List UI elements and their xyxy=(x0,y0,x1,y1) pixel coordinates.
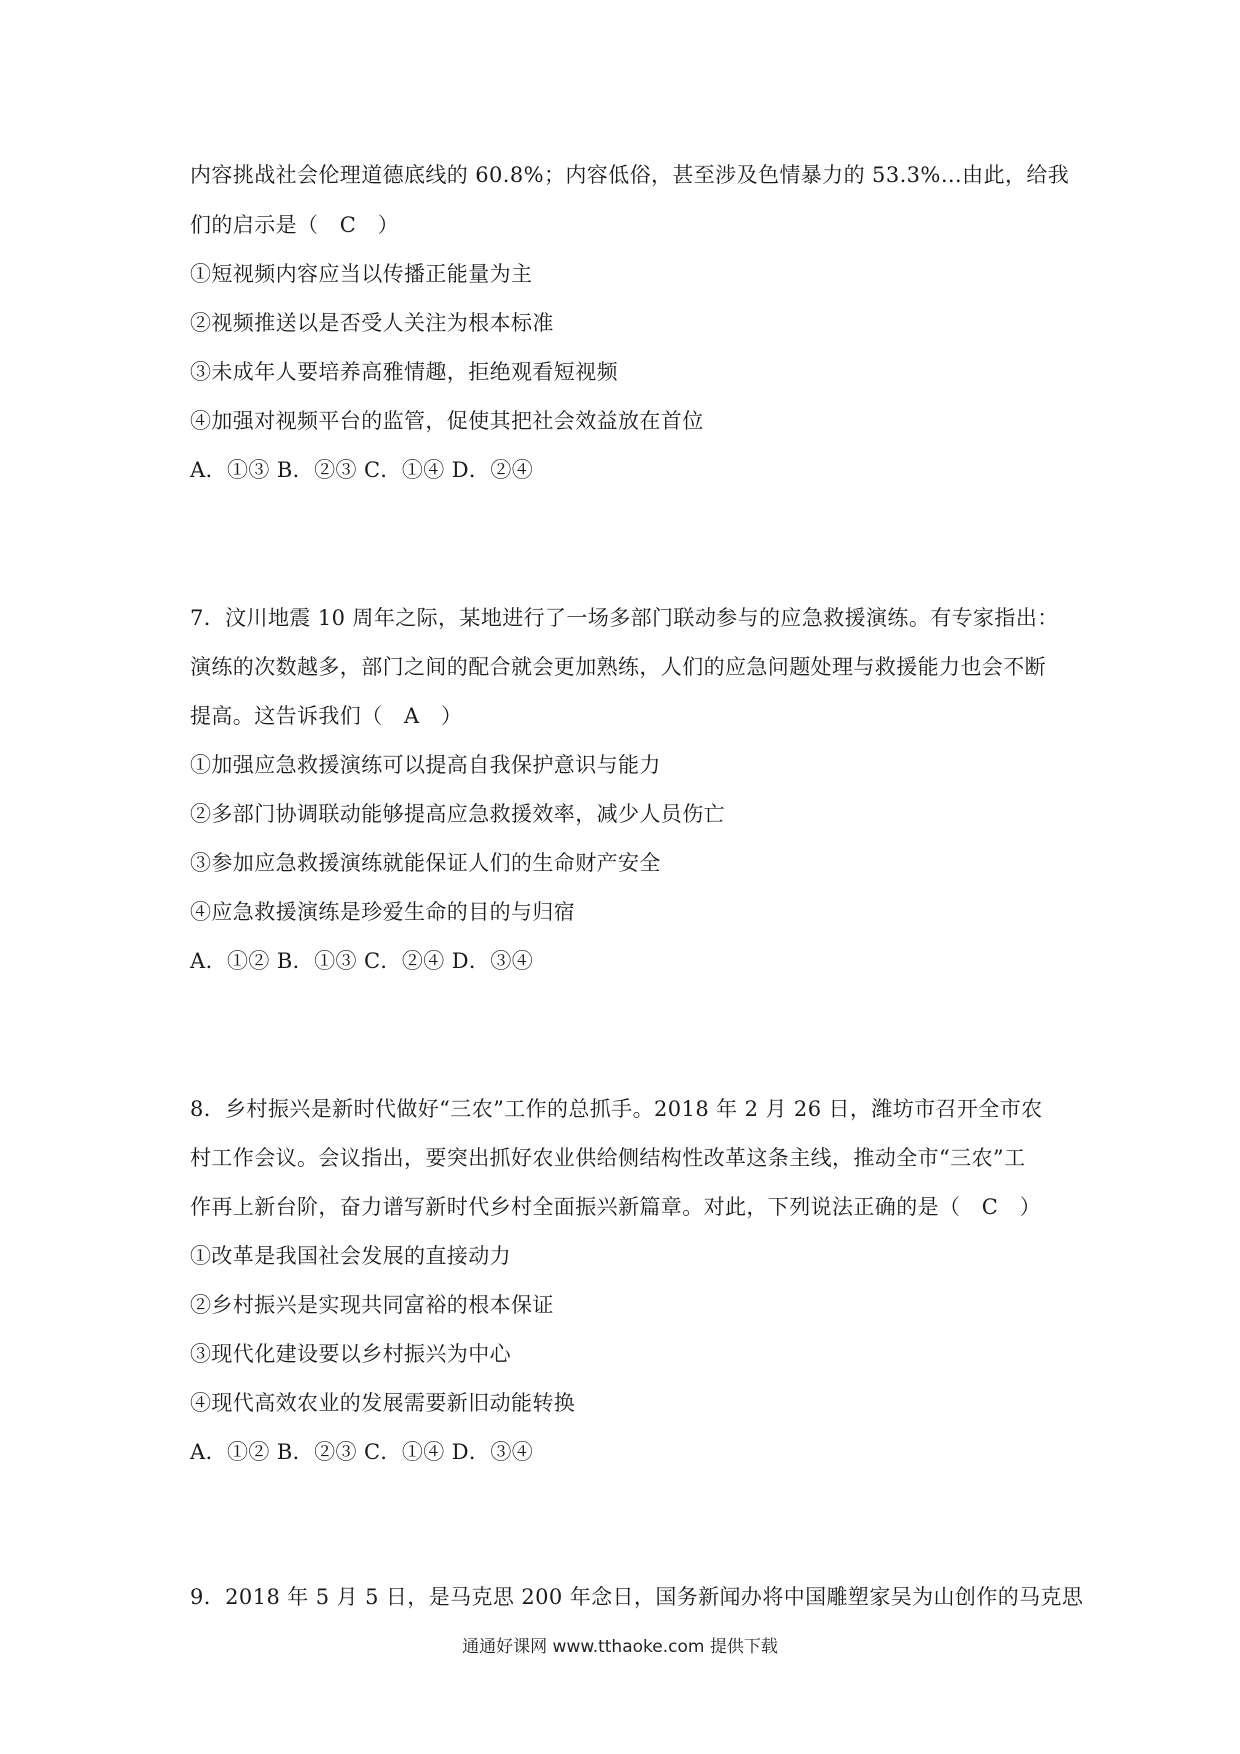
q6-choices: A．①③ B．②③ C．①④ D．②④ xyxy=(190,458,534,482)
q8-option-3: ③现代化建设要以乡村振兴为中心 xyxy=(190,1342,511,1366)
q7-line-2: 演练的次数越多，部门之间的配合就会更加熟练，人们的应急问题处理与救援能力也会不断 xyxy=(190,655,1046,679)
q8-option-1: ①改革是我国社会发展的直接动力 xyxy=(190,1244,511,1268)
q7-option-4: ④应急救援演练是珍爱生命的目的与归宿 xyxy=(190,900,576,924)
q7-line-1: 7．汶川地震 10 周年之际，某地进行了一场多部门联动参与的应急救援演练。有专家指出： xyxy=(190,606,1059,630)
q6-option-1: ①短视频内容应当以传播正能量为主 xyxy=(190,262,533,286)
q9-line-1: 9．2018 年 5 月 5 日，是马克思 200 年念日，国务新闻办将中国雕塑家吴为山创作的马克思 xyxy=(190,1585,1084,1609)
page-footer: 通通好课网 www.tthaoke.com 提供下载 xyxy=(462,1637,778,1657)
q7-option-3: ③参加应急救援演练就能保证人们的生命财产安全 xyxy=(190,851,661,875)
q8-option-2: ②乡村振兴是实现共同富裕的根本保证 xyxy=(190,1293,554,1317)
q6-line-1: 内容挑战社会伦理道德底线的 60.8%；内容低俗，甚至涉及色情暴力的 53.3%…由此，给我 xyxy=(190,163,1070,187)
q7-line-3: 提高。这告诉我们（ A ） xyxy=(190,704,463,728)
q6-line-2: 们的启示是（ C ） xyxy=(190,213,400,237)
q6-option-2: ②视频推送以是否受人关注为根本标准 xyxy=(190,311,554,335)
q8-line-1: 8．乡村振兴是新时代做好“三农”工作的总抓手。2018 年 2 月 26 日，潍坊市召开全市农 xyxy=(190,1097,1043,1121)
q8-option-4: ④现代高效农业的发展需要新旧动能转换 xyxy=(190,1391,576,1415)
q7-option-1: ①加强应急救援演练可以提高自我保护意识与能力 xyxy=(190,753,661,777)
q8-line-2: 村工作会议。会议指出，要突出抓好农业供给侧结构性改革这条主线，推动全市“三农”工 xyxy=(190,1146,1026,1170)
q6-option-3: ③未成年人要培养高雅情趣，拒绝观看短视频 xyxy=(190,360,618,384)
q8-line-3: 作再上新台阶，奋力谱写新时代乡村全面振兴新篇章。对此，下列说法正确的是（ C ） xyxy=(190,1195,1042,1219)
q8-choices: A．①② B．②③ C．①④ D．③④ xyxy=(190,1440,534,1464)
q6-option-4: ④加强对视频平台的监管，促使其把社会效益放在首位 xyxy=(190,409,704,433)
q7-option-2: ②多部门协调联动能够提高应急救援效率，减少人员伤亡 xyxy=(190,802,725,826)
q7-choices: A．①② B．①③ C．②④ D．③④ xyxy=(190,949,534,973)
